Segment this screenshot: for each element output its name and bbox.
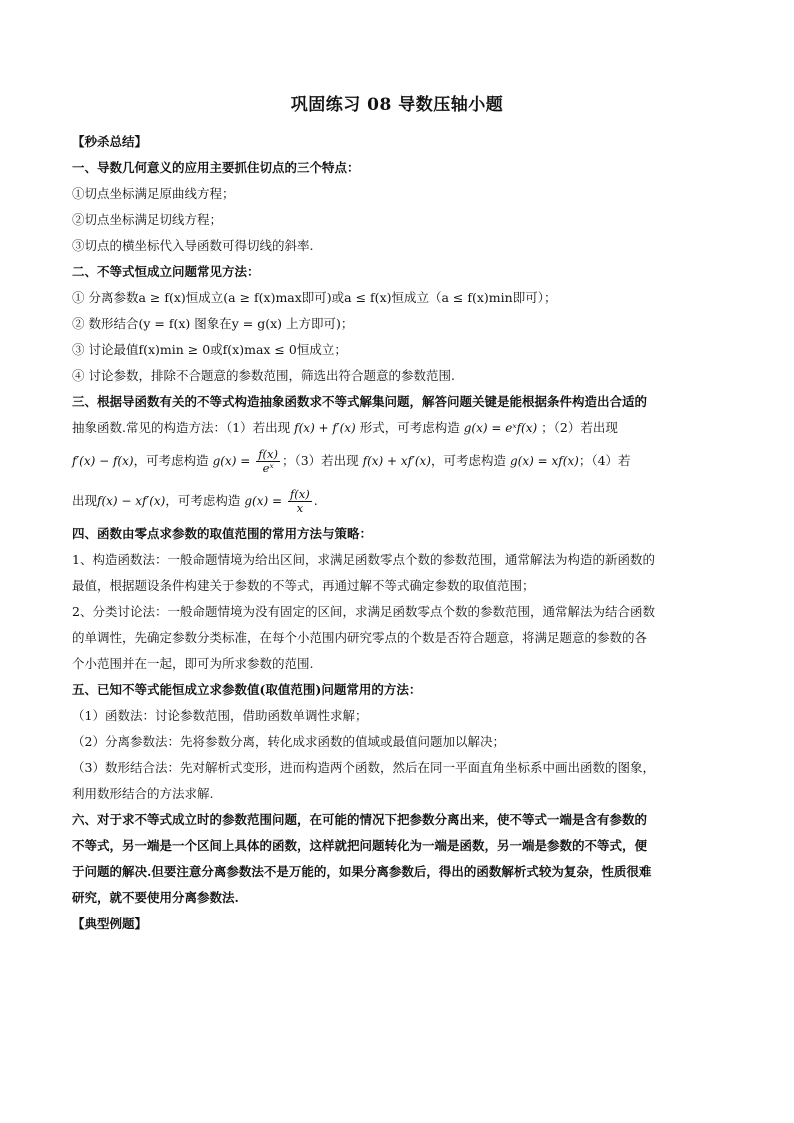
formula: f(x) − xf′(x) [97,494,166,508]
text-line: 最值，根据题设条件构建关于参数的不等式，再通过解不等式确定参数的取值范围； [72,578,535,593]
fraction [256,448,280,475]
text-run: ，可考虑构造 [133,453,209,468]
formula: g(x) = eˣf(x) [463,421,538,435]
text-run: 出现 [72,493,98,508]
formula: g(x) = [244,494,283,508]
page-title: 巩固练习 08 导数压轴小题 [290,95,504,115]
text-line: 2、分类讨论法：一般命题情境为没有固定的区间，求满足函数零点个数的参数范围，通常解法为结合函数 [72,604,655,619]
fraction [288,488,312,515]
formula: g(x) = xf(x) [509,454,579,468]
summary-block-2 [72,521,722,937]
text-line: ②切点坐标满足切线方程； [72,212,223,227]
section3-line3 [72,441,722,481]
text-run: ；（3）若出现 [281,453,359,468]
text-line: 【典型例题】 [72,916,148,931]
fraction-numerator: f(x) [290,487,310,501]
text-line: 的单调性，先确定参数分类标准，在每个小范围内研究零点的个数是否符合题意，将满足题意的参数的各 [72,630,648,645]
text-line: 六、对于求不等式成立时的参数范围问题，在可能的情况下把参数分离出来，使不等式一端是含有参数的 [72,812,648,827]
document-page [72,90,722,937]
text-run: ，可考虑构造 [430,453,506,468]
formula: f(x) + xf′(x) [362,454,431,468]
text-line: 二、不等式恒成立问题常见方法： [72,264,260,279]
text-line: 一、导数几何意义的应用主要抓住切点的三个特点： [72,160,360,175]
text-run: ；（2）若出现 [541,420,618,435]
text-line: 五、已知不等式能恒成立求参数值(取值范围)问题常用的方法： [72,682,422,697]
text-line: 于问题的解决.但要注意分离参数法不是万能的，如果分离参数后，得出的函数解析式较为复杂，性质很难 [72,864,652,879]
fraction-denominator: x [296,501,304,515]
text-line: 四、函数由零点求参数的取值范围的常用方法与策略： [72,526,373,541]
text-line: 1、构造函数法：一般命题情境为给出区间，求满足函数零点个数的参数范围，通常解法为构造的新函数的 [72,552,655,567]
formula: f′(x) − f(x) [72,454,134,468]
text-line: ③ 讨论最值f(x)min ≥ 0或f(x)max ≤ 0恒成立； [72,342,347,357]
formula: f(x) + f′(x) [294,421,356,435]
text-line: 个小范围并在一起，即可为所求参数的范围. [72,656,314,671]
text-line: 不等式，另一端是一个区间上具体的函数，这样就把问题转化为一端是函数，另一端是参数的不等式，便 [72,838,648,853]
fraction-denominator: eˣ [262,461,274,475]
text-line: ①切点坐标满足原曲线方程； [72,186,235,201]
text-line: 研究，就不要使用分离参数法. [72,890,239,905]
text-line: ② 数形结合(y = f(x) 图象在y = g(x) 上方即可)； [72,316,354,331]
text-run: ；（4）若 [578,453,631,468]
text-line: 三、根据导函数有关的不等式构造抽象函数求不等式解集问题，解答问题关键是能根据条件构造出合适的 [72,394,648,409]
text-line: ① 分离参数a ≥ f(x)恒成立(a ≥ f(x)max即可)或a ≤ f(x)恒成立（a ≤ f(x)min即可）； [72,290,557,305]
summary-block-1 [72,129,722,415]
text-run: 抽象函数.常见的构造方法：（1）若出现 [72,420,291,435]
text-line: （3）数形结合法：先对解析式变形，进而构造两个函数，然后在同一平面直角坐标系中画出函数的图象， [72,760,655,775]
section3-line2 [72,415,722,441]
section3-line4 [72,481,722,521]
text-line: 利用数形结合的方法求解. [72,786,214,801]
text-line: （1）函数法：讨论参数范围，借助函数单调性求解； [72,708,368,723]
text-run: ，可考虑构造 [165,493,241,508]
text-line: 【秒杀总结】 [72,134,148,149]
formula: g(x) = [212,454,251,468]
text-line: （2）分离参数法：先将参数分离，转化成求函数的值域或最值问题加以解决； [72,734,505,749]
fraction-numerator: f(x) [258,447,278,461]
text-run: 形式，可考虑构造 [359,420,460,435]
text-line: ④ 讨论参数，排除不合题意的参数范围，筛选出符合题意的参数范围. [72,368,455,383]
text-line: ③切点的横坐标代入导函数可得切线的斜率. [72,238,314,253]
text-run: . [313,493,318,508]
